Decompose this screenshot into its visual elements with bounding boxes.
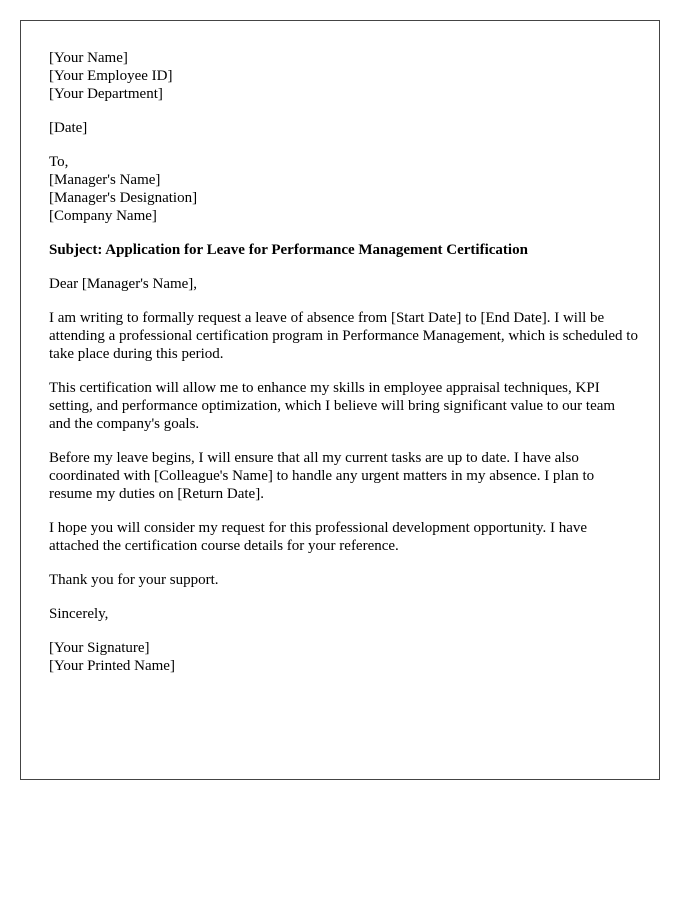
sender-block <box>49 49 639 103</box>
sender-employee-id: [Your Employee ID] <box>49 68 173 84</box>
sender-department: [Your Department] <box>49 86 163 102</box>
letter-frame <box>20 20 660 780</box>
body-paragraph: Before my leave begins, I will ensure that all my current tasks are up to date. I have also coordinated with [Colleague's Name] to handle any urgent matters in my absence. I plan to resume my duties on [Return Date]. <box>49 450 595 502</box>
letter-date: [Date] <box>49 120 88 136</box>
letter-subject: Subject: Application for Leave for Performance Management Certification <box>49 242 528 258</box>
signature-placeholder: [Your Signature] <box>49 640 150 656</box>
body-paragraph: Thank you for your support. <box>49 572 219 588</box>
printed-name: [Your Printed Name] <box>49 658 175 674</box>
closing: Sincerely, <box>49 606 109 622</box>
body-paragraph: I am writing to formally request a leave of absence from [Start Date] to [End Date]. I will be attending a professional certification program in Performance Management, which is scheduled to take place during this period. <box>49 310 638 362</box>
date-block <box>49 119 639 137</box>
recipient-company-name: [Company Name] <box>49 208 157 224</box>
sender-name: [Your Name] <box>49 50 128 66</box>
body-paragraph: I hope you will consider my request for this professional development opportunity. I have attached the certification course details for your reference. <box>49 520 588 554</box>
recipient-manager-designation: [Manager's Designation] <box>49 190 198 206</box>
recipient-block <box>49 153 639 225</box>
body-paragraph: This certification will allow me to enhance my skills in employee appraisal techniques, KPI setting, and performance optimization, which I believe will bring significant value to our team and the company's goals. <box>49 380 616 432</box>
recipient-to: To, <box>49 154 69 170</box>
salutation: Dear [Manager's Name], <box>49 276 198 292</box>
signature-block <box>49 639 639 675</box>
letter-content <box>49 49 639 675</box>
recipient-manager-name: [Manager's Name] <box>49 172 161 188</box>
